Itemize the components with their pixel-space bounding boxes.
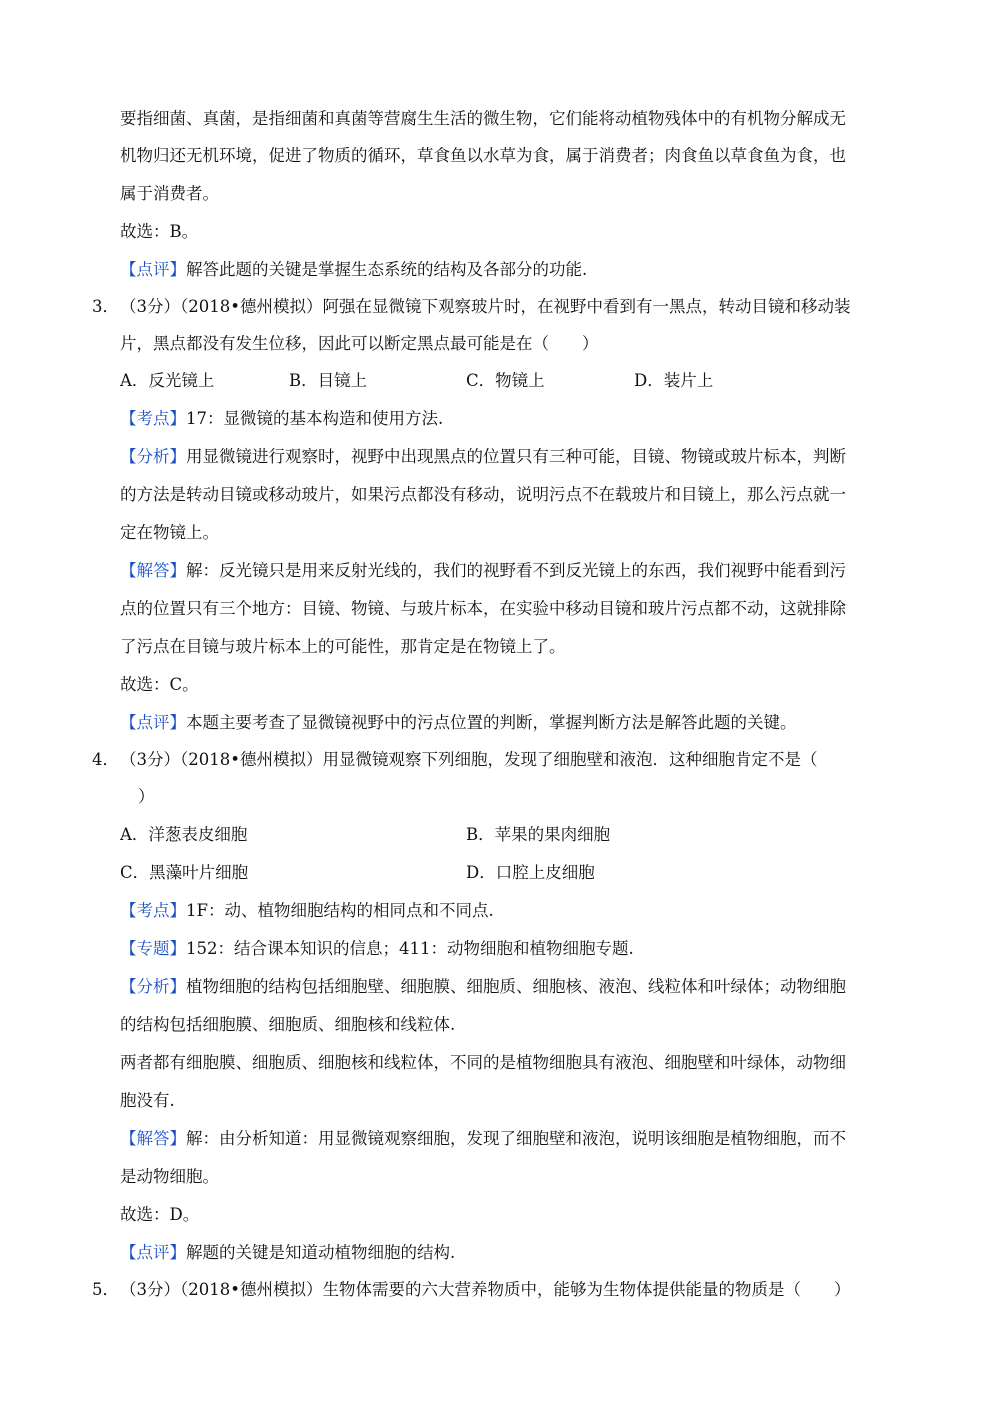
fenxi-text: 用显微镜进行观察时，视野中出现黑点的位置只有三种可能，目镜、物镜或玻片标本，判断 bbox=[186, 447, 846, 466]
q4-jieda-line-1 bbox=[120, 1128, 846, 1150]
q4-jieda-line-2: 是动物细胞。 bbox=[120, 1167, 219, 1186]
q4-number: 4． bbox=[92, 750, 119, 769]
q3-fenxi-line-3: 定在物镜上。 bbox=[120, 523, 219, 542]
comment-text: 解答此题的关键是掌握生态系统的结构及各部分的功能. bbox=[186, 260, 588, 279]
q3-option-c: C．物镜上 bbox=[466, 371, 545, 390]
q3-comment bbox=[120, 712, 797, 734]
q2-text-line-3: 属于消费者。 bbox=[120, 184, 219, 203]
fenxi-text: 植物细胞的结构包括细胞壁、细胞膜、细胞质、细胞核、液泡、线粒体和叶绿体；动物细胞 bbox=[186, 977, 846, 996]
q3-stem-line-2: 片，黑点都没有发生位移，因此可以断定黑点最可能是在（ ） bbox=[120, 334, 599, 353]
jieda-tag: 【解答】 bbox=[120, 1129, 186, 1148]
q4-kaodian bbox=[120, 900, 494, 922]
q3-number: 3． bbox=[92, 297, 119, 316]
kaodian-text: 1F：动、植物细胞结构的相同点和不同点. bbox=[186, 901, 494, 920]
jieda-text: 解：由分析知道：用显微镜观察细胞，发现了细胞壁和液泡，说明该细胞是植物细胞，而不 bbox=[186, 1129, 846, 1148]
q3-jieda-line-2: 点的位置只有三个地方：目镜、物镜、与玻片标本，在实验中移动目镜和玻片污点都不动，这就排除 bbox=[120, 599, 846, 618]
q4-fenxi-line-3: 两者都有细胞膜、细胞质、细胞核和线粒体，不同的是植物细胞具有液泡、细胞壁和叶绿体，动物细 bbox=[120, 1053, 846, 1072]
q4-fenxi-line-2: 的结构包括细胞膜、细胞质、细胞核和线粒体. bbox=[120, 1015, 456, 1034]
q4-zhuanti bbox=[120, 938, 634, 960]
q3-jieda-line-1 bbox=[120, 560, 846, 582]
zhuanti-text: 152：结合课本知识的信息；411：动物细胞和植物细胞专题. bbox=[186, 939, 634, 958]
q4-stem-line-1: （3分）（2018•德州模拟）用显微镜观察下列细胞，发现了细胞壁和液泡．这种细胞肯定不是（ bbox=[120, 750, 818, 769]
q3-option-a: A．反光镜上 bbox=[120, 371, 215, 390]
comment-text: 解题的关键是知道动植物细胞的结构. bbox=[186, 1243, 456, 1262]
q2-choice: 故选：B。 bbox=[120, 222, 199, 241]
q4-comment bbox=[120, 1242, 455, 1264]
kaodian-text: 17：显微镜的基本构造和使用方法. bbox=[186, 409, 444, 428]
comment-tag: 【点评】 bbox=[120, 1243, 186, 1262]
q4-choice: 故选：D。 bbox=[120, 1205, 200, 1224]
q4-option-d: D．口腔上皮细胞 bbox=[466, 863, 595, 882]
q4-option-c: C．黑藻叶片细胞 bbox=[120, 863, 249, 882]
q2-text-line-2: 机物归还无机环境，促进了物质的循环，草食鱼以水草为食，属于消费者；肉食鱼以草食鱼为食，也 bbox=[120, 146, 846, 165]
q5-number: 5． bbox=[92, 1280, 119, 1299]
q4-fenxi-line-1 bbox=[120, 976, 846, 998]
zhuanti-tag: 【专题】 bbox=[120, 939, 186, 958]
jieda-tag: 【解答】 bbox=[120, 561, 186, 580]
q2-text-line-1: 要指细菌、真菌，是指细菌和真菌等营腐生生活的微生物，它们能将动植物残体中的有机物分解成无 bbox=[120, 109, 846, 128]
comment-tag: 【点评】 bbox=[120, 260, 186, 279]
q3-jieda-line-3: 了污点在目镜与玻片标本上的可能性，那肯定是在物镜上了。 bbox=[120, 637, 566, 656]
q4-option-a: A．洋葱表皮细胞 bbox=[120, 825, 248, 844]
q3-fenxi-line-2: 的方法是转动目镜或移动玻片，如果污点都没有移动，说明污点不在载玻片和目镜上，那么污点就一 bbox=[120, 485, 846, 504]
q3-stem-line-1: （3分）（2018•德州模拟）阿强在显微镜下观察玻片时，在视野中看到有一黑点，转动目镜和移动装 bbox=[120, 297, 851, 316]
q4-option-b: B．苹果的果肉细胞 bbox=[466, 825, 611, 844]
q3-kaodian bbox=[120, 408, 443, 430]
kaodian-tag: 【考点】 bbox=[120, 409, 186, 428]
kaodian-tag: 【考点】 bbox=[120, 901, 186, 920]
q4-stem-line-2: ） bbox=[138, 787, 155, 806]
q5-stem: （3分）（2018•德州模拟）生物体需要的六大营养物质中，能够为生物体提供能量的物质是（ ） bbox=[120, 1280, 851, 1299]
fenxi-tag: 【分析】 bbox=[120, 447, 186, 466]
fenxi-tag: 【分析】 bbox=[120, 977, 186, 996]
q3-fenxi-line-1 bbox=[120, 446, 846, 468]
q3-choice: 故选：C。 bbox=[120, 675, 199, 694]
q3-option-b: B．目镜上 bbox=[289, 371, 368, 390]
q4-fenxi-line-4: 胞没有. bbox=[120, 1091, 175, 1110]
jieda-text: 解：反光镜只是用来反射光线的，我们的视野看不到反光镜上的东西，我们视野中能看到污 bbox=[186, 561, 846, 580]
q3-option-d: D．装片上 bbox=[634, 371, 714, 390]
comment-tag: 【点评】 bbox=[120, 713, 186, 732]
comment-text: 本题主要考查了显微镜视野中的污点位置的判断，掌握判断方法是解答此题的关键。 bbox=[186, 713, 797, 732]
q2-comment bbox=[120, 259, 587, 281]
